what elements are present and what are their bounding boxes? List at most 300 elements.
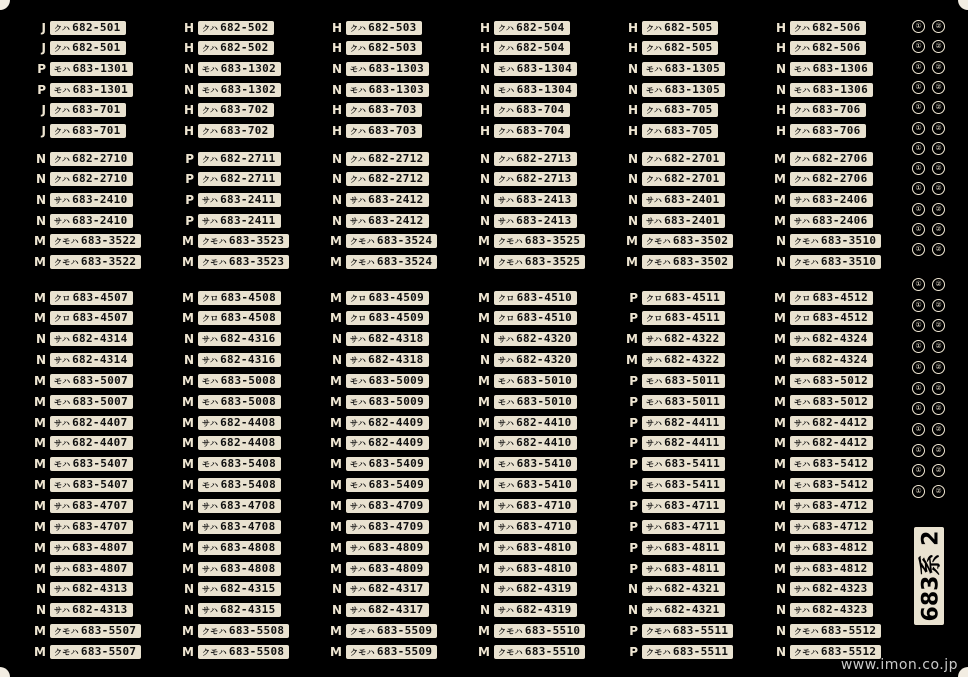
car-number-decal [30, 332, 133, 347]
car-number: 682-505 [664, 20, 713, 34]
car-number-plate [50, 395, 133, 409]
car-number-plate [346, 234, 437, 248]
car-type-kana: サハ [794, 195, 811, 205]
car-number: 683-2401 [664, 213, 720, 227]
car-number-plate [346, 395, 429, 409]
car-type-kana: クハ [202, 106, 219, 116]
car-number-decal [178, 20, 274, 35]
formation-letter: M [626, 234, 638, 249]
car-number-plate [346, 541, 429, 555]
formation-letter: P [629, 394, 638, 409]
car-number-decal [30, 499, 133, 514]
car-number: 682-4409 [368, 415, 424, 429]
car-type-kana: モハ [202, 460, 219, 470]
car-number: 683-4511 [664, 290, 720, 304]
car-number: 682-4321 [664, 603, 720, 617]
mark-1-icon: ① [912, 319, 925, 332]
car-number: 682-4319 [516, 603, 572, 617]
car-number-plate [494, 624, 585, 638]
car-number: 683-5010 [516, 373, 572, 387]
formation-letter: N [479, 151, 490, 166]
car-type-kana: クハ [350, 23, 367, 33]
car-type-kana: サハ [646, 216, 663, 226]
car-type-kana: サハ [498, 356, 515, 366]
car-number: 682-2713 [516, 151, 572, 165]
car-number-decal [622, 255, 733, 270]
car-number-decal [30, 519, 133, 534]
car-number: 683-5011 [664, 373, 720, 387]
car-number-decal [178, 192, 281, 207]
car-type-kana: サハ [498, 418, 515, 428]
car-number-plate [50, 255, 141, 269]
formation-letter: H [627, 20, 638, 35]
car-number-decal [30, 603, 133, 618]
car-number-plate [642, 152, 725, 166]
formation-letter: M [330, 436, 342, 451]
car-type-kana: クロ [794, 293, 811, 303]
car-type-kana: サハ [646, 418, 663, 428]
car-number-plate [50, 124, 126, 138]
car-number-decal [30, 213, 133, 228]
car-number-plate [790, 520, 873, 534]
car-number-plate [494, 193, 577, 207]
car-number-decal [326, 332, 429, 347]
car-type-kana: サハ [54, 502, 71, 511]
car-number-plate [346, 457, 429, 471]
car-number-plate [642, 436, 725, 450]
car-type-kana: サハ [202, 543, 219, 553]
car-number: 682-4315 [220, 582, 276, 596]
car-number: 682-4314 [72, 353, 128, 367]
car-number-decal [474, 373, 577, 388]
car-number-plate [494, 645, 585, 659]
car-number: 683-4712 [812, 499, 868, 512]
car-type-kana: クモハ [350, 627, 375, 637]
car-number-decal [770, 20, 866, 35]
formation-letter: H [775, 103, 786, 118]
formation-letter: M [330, 540, 342, 555]
car-type-kana: サハ [498, 585, 515, 595]
car-number-decal [622, 353, 725, 368]
mark-2-icon: ② [932, 223, 945, 236]
car-number-decal [326, 373, 429, 388]
car-number: 683-703 [368, 124, 417, 137]
formation-letter: N [775, 624, 786, 639]
formation-letter: J [41, 20, 46, 35]
formation-letter: N [331, 151, 342, 166]
car-number: 682-2712 [368, 172, 424, 186]
car-number-plate [50, 193, 133, 207]
car-type-kana: モハ [498, 481, 515, 491]
car-type-kana: クモハ [646, 647, 671, 657]
car-number-plate [642, 624, 733, 638]
car-number-decal [30, 290, 133, 305]
car-number-decal [178, 290, 281, 305]
car-type-kana: クハ [646, 106, 663, 116]
car-number: 683-2412 [368, 213, 424, 227]
car-type-kana: モハ [498, 397, 515, 407]
car-number: 683-5407 [72, 457, 128, 471]
formation-letter: M [330, 478, 342, 493]
car-type-kana: サハ [54, 522, 71, 532]
car-number-plate [346, 353, 429, 367]
car-type-kana: サハ [498, 522, 515, 532]
formation-letter: N [627, 582, 638, 597]
mark-2-icon: ② [932, 101, 945, 114]
car-number-decal [326, 124, 422, 139]
car-number: 683-5507 [80, 644, 137, 658]
car-number-decal [770, 603, 873, 618]
car-number: 682-4410 [516, 436, 572, 450]
car-number-plate [790, 103, 866, 117]
formation-letter: N [479, 353, 490, 368]
car-number: 683-5511 [672, 624, 729, 638]
car-type-kana: クモハ [54, 237, 79, 247]
car-number-decal [326, 234, 437, 249]
car-number: 683-5510 [524, 644, 581, 658]
car-type-kana: クハ [350, 175, 367, 185]
mark-2-icon: ② [932, 162, 945, 175]
car-number: 682-2711 [220, 172, 276, 186]
formation-letter: P [185, 151, 194, 166]
car-number: 683-706 [812, 124, 861, 137]
formation-letter: M [34, 478, 46, 493]
car-number: 682-4318 [368, 353, 424, 367]
car-type-kana: サハ [202, 522, 219, 532]
car-number-plate [494, 478, 577, 492]
car-number: 682-4317 [368, 582, 424, 596]
car-number-decal [622, 82, 725, 97]
car-number-plate [790, 478, 873, 492]
formation-letter: N [35, 192, 46, 207]
formation-letter: M [34, 415, 46, 430]
formation-letter: M [330, 394, 342, 409]
mark-2-icon: ② [932, 382, 945, 395]
corner-tab-bottom-right [958, 667, 968, 677]
formation-letter: P [37, 82, 46, 97]
mark-1-icon: ① [912, 382, 925, 395]
car-number-decal [770, 394, 873, 409]
car-number-decal [474, 624, 585, 639]
car-number-decal [30, 234, 141, 249]
car-number-plate [346, 103, 422, 117]
car-type-kana: サハ [350, 335, 367, 345]
car-number: 683-5507 [80, 624, 137, 638]
formation-letter: N [331, 172, 342, 187]
car-number-decal [622, 103, 718, 118]
car-type-kana: クハ [498, 23, 515, 33]
formation-letter: M [182, 644, 194, 659]
formation-letter: N [479, 82, 490, 97]
car-number-decal [770, 192, 873, 207]
car-number: 683-4512 [812, 290, 868, 304]
car-type-kana: クロ [646, 314, 663, 324]
car-type-kana: モハ [646, 376, 663, 386]
car-number: 683-1305 [664, 82, 720, 96]
car-type-kana: サハ [646, 564, 663, 574]
car-number-plate [198, 214, 281, 228]
car-number: 682-4408 [220, 415, 276, 429]
car-number-plate [642, 234, 733, 248]
car-number: 683-3522 [80, 255, 137, 268]
formation-letter: N [35, 353, 46, 368]
formation-letter: M [34, 499, 46, 513]
car-number-decal [326, 172, 429, 187]
car-type-kana: サハ [54, 439, 71, 449]
car-number-plate [198, 582, 281, 596]
car-number-decal [622, 624, 733, 639]
formation-letter: N [479, 61, 490, 76]
formation-letter: M [34, 644, 46, 659]
car-type-kana: クロ [794, 314, 811, 324]
formation-letter: P [185, 192, 194, 207]
car-type-kana: クハ [794, 127, 811, 136]
car-type-kana: モハ [54, 481, 71, 491]
formation-letter: M [34, 373, 46, 388]
car-type-kana: モハ [646, 64, 663, 74]
formation-letter: M [330, 373, 342, 388]
car-number-plate [494, 436, 577, 450]
car-number-decal [622, 124, 718, 139]
formation-letter: M [330, 519, 342, 534]
car-number-plate [642, 603, 725, 617]
car-number: 682-2711 [220, 151, 276, 165]
car-number: 682-4316 [220, 332, 276, 346]
car-number-decal [622, 20, 718, 35]
formation-letter: M [478, 561, 490, 576]
car-number: 683-4810 [516, 540, 572, 554]
car-number: 683-2411 [220, 213, 276, 227]
car-type-kana: サハ [54, 418, 71, 428]
car-number-plate [790, 582, 873, 596]
formation-letter: M [774, 373, 786, 388]
car-number-decal [178, 394, 281, 409]
car-number-plate [198, 103, 274, 117]
car-number: 682-4412 [812, 415, 868, 429]
car-number: 683-5412 [812, 457, 868, 471]
car-number: 683-3510 [820, 234, 877, 248]
formation-letter: N [35, 603, 46, 618]
car-number: 683-5512 [820, 644, 877, 658]
car-number-decal [326, 394, 429, 409]
car-type-kana: サハ [498, 543, 515, 553]
car-number-plate [494, 520, 577, 534]
car-type-kana: モハ [498, 376, 515, 386]
car-number-plate [494, 62, 577, 76]
car-number-plate [198, 255, 289, 269]
car-type-kana: サハ [202, 564, 219, 574]
car-number: 683-4811 [664, 561, 720, 575]
car-number: 683-4711 [664, 499, 720, 512]
car-number-decal [178, 519, 281, 534]
car-type-kana: サハ [794, 564, 811, 574]
car-type-kana: モハ [54, 64, 71, 74]
formation-letter: H [627, 41, 638, 56]
car-number: 682-4317 [368, 603, 424, 617]
car-type-kana: モハ [202, 376, 219, 386]
car-number-plate [198, 311, 281, 325]
car-type-kana: クハ [794, 23, 811, 33]
car-number-plate [50, 172, 133, 186]
car-number-plate [198, 562, 281, 576]
car-number-decal [622, 603, 725, 618]
car-type-kana: サハ [350, 606, 367, 616]
car-type-kana: クハ [498, 154, 515, 164]
car-type-kana: クハ [54, 127, 71, 136]
formation-letter: M [330, 415, 342, 430]
car-number: 682-2701 [664, 151, 720, 165]
car-type-kana: サハ [202, 418, 219, 428]
car-number-decal [326, 20, 422, 35]
car-number-plate [642, 499, 725, 513]
car-type-kana: サハ [54, 543, 71, 553]
formation-letter: M [626, 255, 638, 269]
car-number-decal [770, 436, 873, 451]
car-number-decal [30, 540, 133, 555]
car-type-kana: モハ [498, 85, 515, 95]
car-type-kana: モハ [54, 460, 71, 470]
car-number-plate [198, 62, 281, 76]
car-number: 683-3523 [228, 234, 285, 248]
car-number-plate [198, 193, 281, 207]
car-number-plate [494, 541, 577, 555]
formation-letter: M [182, 394, 194, 409]
car-number-plate [198, 603, 281, 617]
car-number: 683-2413 [516, 192, 572, 206]
car-type-kana: サハ [646, 195, 663, 205]
car-number-decal [30, 373, 133, 388]
car-number: 683-5009 [368, 373, 424, 387]
car-number: 683-5009 [368, 394, 424, 408]
formation-letter: H [479, 124, 490, 138]
formation-letter: P [629, 478, 638, 493]
car-number-plate [642, 214, 725, 228]
formation-letter: J [41, 124, 46, 138]
car-type-kana: サハ [54, 216, 71, 226]
car-type-kana: クモハ [202, 627, 227, 637]
car-number-plate [50, 41, 126, 55]
car-type-kana: サハ [794, 606, 811, 616]
car-number: 683-3525 [524, 255, 581, 268]
car-number: 683-701 [72, 103, 121, 117]
car-number: 682-4407 [72, 415, 128, 429]
car-type-kana: クハ [54, 154, 71, 164]
car-number-plate [50, 478, 133, 492]
car-number-decal [30, 311, 133, 326]
formation-letter: M [478, 255, 490, 269]
car-number-decal [622, 540, 725, 555]
car-number-decal [622, 457, 725, 472]
formation-letter: M [774, 311, 786, 326]
car-number-plate [50, 234, 141, 248]
car-number-decal [622, 213, 725, 228]
car-type-kana: クモハ [794, 258, 819, 267]
car-number: 683-5007 [72, 373, 128, 387]
mark-2-icon: ② [932, 319, 945, 332]
car-number: 683-4511 [664, 311, 720, 325]
car-type-kana: クロ [350, 314, 367, 324]
formation-letter: P [629, 644, 638, 659]
car-number-decal [770, 41, 866, 56]
formation-letter: M [330, 499, 342, 513]
car-number-decal [178, 124, 274, 139]
car-number: 682-4410 [516, 415, 572, 429]
formation-letter: P [629, 457, 638, 472]
mark-2-icon: ② [932, 40, 945, 53]
car-number-plate [790, 499, 873, 513]
car-number-plate [494, 457, 577, 471]
car-number: 683-5012 [812, 373, 868, 387]
car-number-decal [770, 290, 873, 305]
car-number-decal [622, 61, 725, 76]
car-type-kana: クハ [202, 127, 219, 136]
car-number-decal [474, 192, 577, 207]
formation-letter: N [627, 213, 638, 228]
car-number-decal [178, 561, 281, 576]
formation-letter: M [774, 457, 786, 472]
car-number-plate [346, 172, 429, 186]
car-number: 683-5511 [672, 644, 729, 658]
car-number: 682-504 [516, 20, 565, 34]
car-number-decal [770, 234, 881, 249]
car-number-decal [770, 353, 873, 368]
car-number-plate [790, 416, 873, 430]
car-number-decal [30, 20, 126, 35]
car-type-kana: クハ [498, 127, 515, 136]
car-number: 683-5408 [220, 478, 276, 492]
formation-letter: M [182, 436, 194, 451]
car-number: 683-4707 [72, 519, 128, 533]
car-number: 682-502 [220, 20, 269, 34]
car-type-kana: サハ [54, 606, 71, 616]
formation-letter: M [34, 255, 46, 269]
car-number-decal [178, 311, 281, 326]
formation-letter: M [330, 561, 342, 576]
formation-letter: P [629, 436, 638, 451]
car-number: 682-4322 [664, 332, 720, 346]
car-number-plate [198, 520, 281, 534]
car-number: 683-3524 [376, 255, 433, 268]
car-type-kana: クモハ [498, 627, 523, 637]
car-number-decal [622, 478, 725, 493]
formation-letter: M [774, 192, 786, 207]
car-number-decal [770, 255, 881, 270]
car-type-kana: モハ [350, 376, 367, 386]
car-number: 682-4318 [368, 332, 424, 346]
car-number-plate [346, 332, 429, 346]
car-type-kana: サハ [202, 502, 219, 511]
car-type-kana: クハ [202, 23, 219, 33]
car-number-plate [50, 103, 126, 117]
car-number-decal [474, 582, 577, 597]
formation-letter: M [774, 478, 786, 493]
car-type-kana: モハ [646, 85, 663, 95]
car-number-decal [770, 332, 873, 347]
car-number: 682-4412 [812, 436, 868, 450]
car-number-plate [346, 124, 422, 138]
car-type-kana: サハ [646, 439, 663, 449]
car-number-decal [474, 311, 577, 326]
car-type-kana: サハ [350, 216, 367, 226]
car-number-plate [50, 374, 133, 388]
car-type-kana: モハ [202, 397, 219, 407]
car-number: 682-4313 [72, 582, 128, 596]
formation-letter: M [478, 624, 490, 639]
car-number-decal [474, 519, 577, 534]
car-number-plate [50, 562, 133, 576]
car-type-kana: モハ [350, 397, 367, 407]
car-type-kana: サハ [794, 216, 811, 226]
